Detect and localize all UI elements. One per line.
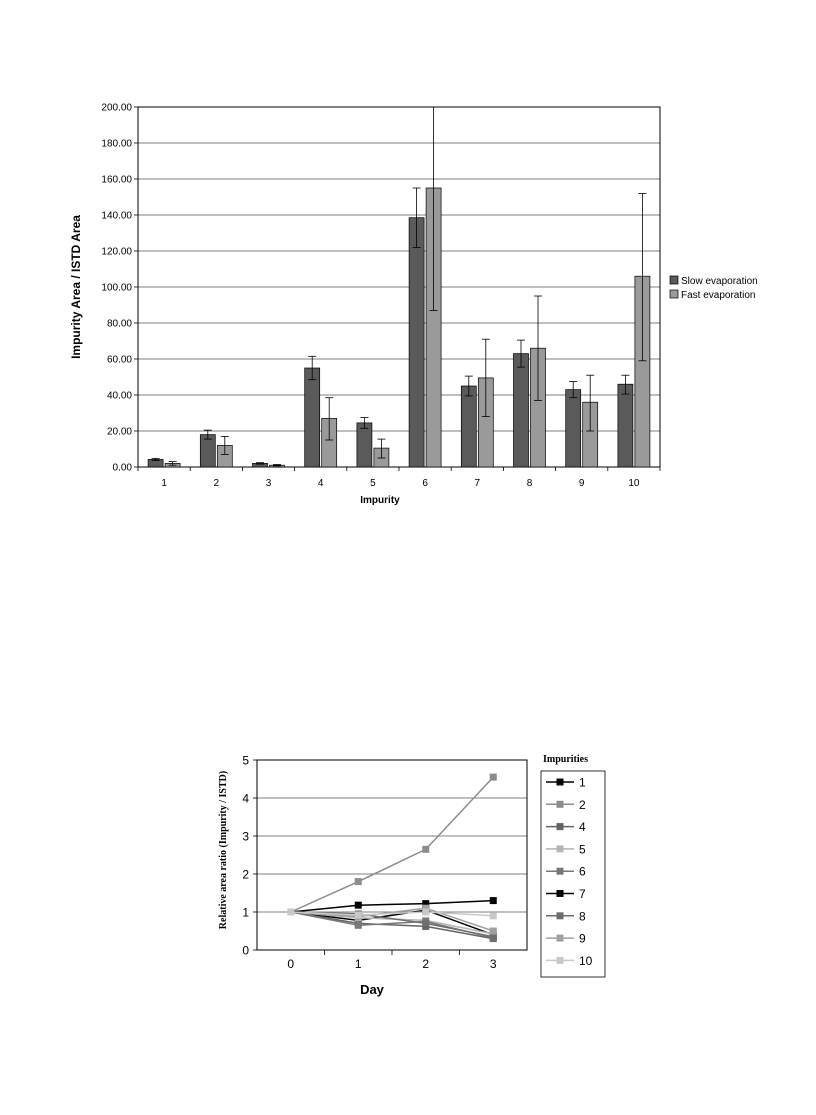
x-tick-label: 1 xyxy=(161,478,167,489)
legend-swatch xyxy=(670,290,678,298)
legend-marker xyxy=(557,912,564,919)
y-tick-label: 60.00 xyxy=(106,354,132,366)
y-tick-label: 5 xyxy=(242,753,249,768)
x-tick-label: 7 xyxy=(474,478,481,489)
legend-marker xyxy=(557,868,564,875)
x-tick-label: 3 xyxy=(489,957,497,971)
legend-label: Slow evaporation xyxy=(681,276,758,287)
x-tick-labels-2 xyxy=(287,950,497,971)
x-axis-title: Impurity xyxy=(360,495,400,506)
data-point xyxy=(355,912,362,919)
x-tick-labels xyxy=(138,467,660,489)
plot-area-2 xyxy=(257,760,527,950)
y-tick-label: 0.00 xyxy=(112,462,132,474)
legend-marker xyxy=(557,779,564,786)
legend-marker xyxy=(557,801,564,808)
legend-title: Impurities xyxy=(543,754,588,765)
x-tick-label: 10 xyxy=(628,478,640,489)
y-tick-label: 4 xyxy=(242,791,249,806)
y-tick-label: 200.00 xyxy=(101,102,132,114)
y-tick-label: 0 xyxy=(242,943,249,958)
data-point xyxy=(355,902,362,909)
legend-swatch xyxy=(670,276,678,284)
y-tick-label: 3 xyxy=(242,829,249,844)
data-point xyxy=(490,774,497,781)
bar xyxy=(461,386,476,467)
data-point xyxy=(490,897,497,904)
x-tick-label: 5 xyxy=(370,478,376,489)
y-tick-label: 2 xyxy=(242,867,249,882)
legend-label: Fast evaporation xyxy=(681,290,756,301)
data-point xyxy=(422,920,429,927)
legend-label: 4 xyxy=(579,820,586,835)
y-tick-label: 100.00 xyxy=(101,282,132,294)
y-tick-label: 120.00 xyxy=(101,246,132,258)
y-tick-label: 20.00 xyxy=(106,426,132,438)
legend-marker xyxy=(557,957,564,964)
legend-label: 2 xyxy=(579,797,586,812)
data-point xyxy=(355,922,362,929)
y-tick-labels-2 xyxy=(242,754,249,958)
x-tick-label: 0 xyxy=(287,957,295,971)
legend-label: 10 xyxy=(579,953,593,968)
x-tick-label: 8 xyxy=(526,478,533,489)
bar xyxy=(409,218,424,467)
line-chart xyxy=(218,754,605,998)
data-point xyxy=(422,909,429,916)
y-tick-labels xyxy=(101,103,132,474)
x-tick-label: 2 xyxy=(422,957,430,971)
x-axis-title-2: Day xyxy=(360,982,384,997)
legend xyxy=(670,276,758,301)
legend-label: 8 xyxy=(579,909,586,924)
bar xyxy=(305,368,320,467)
legend-box xyxy=(541,771,605,977)
y-tick-label: 160.00 xyxy=(101,174,132,186)
bar xyxy=(566,390,581,467)
data-point xyxy=(490,912,497,919)
bar xyxy=(618,384,633,467)
data-point xyxy=(287,909,294,916)
legend-marker xyxy=(557,823,564,830)
bar xyxy=(357,423,372,467)
legend-marker xyxy=(557,890,564,897)
x-tick-label: 2 xyxy=(213,478,220,489)
legend-label: 6 xyxy=(579,864,586,879)
data-point xyxy=(490,928,497,935)
x-tick-label: 1 xyxy=(354,957,362,971)
x-tick-label: 4 xyxy=(317,478,324,489)
y-tick-label: 80.00 xyxy=(106,318,132,330)
y-tick-label: 180.00 xyxy=(101,138,132,150)
legend-marker xyxy=(557,935,564,942)
legend-marker xyxy=(557,845,564,852)
y-axis-title: Impurity Area / ISTD Area xyxy=(69,215,83,359)
legend-label: 1 xyxy=(579,775,586,790)
legend-label: 9 xyxy=(579,931,586,946)
bar-chart xyxy=(69,103,758,507)
legend-label: 7 xyxy=(579,887,586,901)
data-point xyxy=(422,846,429,853)
y-tick-label: 1 xyxy=(242,905,249,920)
y-axis-title-2: Relative area ratio (Impurity / ISTD) xyxy=(218,770,229,930)
y-tick-label: 40.00 xyxy=(106,390,132,402)
x-tick-label: 6 xyxy=(422,478,428,489)
bar xyxy=(514,354,529,467)
data-point xyxy=(355,878,362,885)
x-tick-label: 9 xyxy=(578,478,585,489)
x-tick-label: 3 xyxy=(265,478,272,489)
legend-label: 5 xyxy=(579,842,586,857)
y-tick-label: 140.00 xyxy=(101,210,132,222)
